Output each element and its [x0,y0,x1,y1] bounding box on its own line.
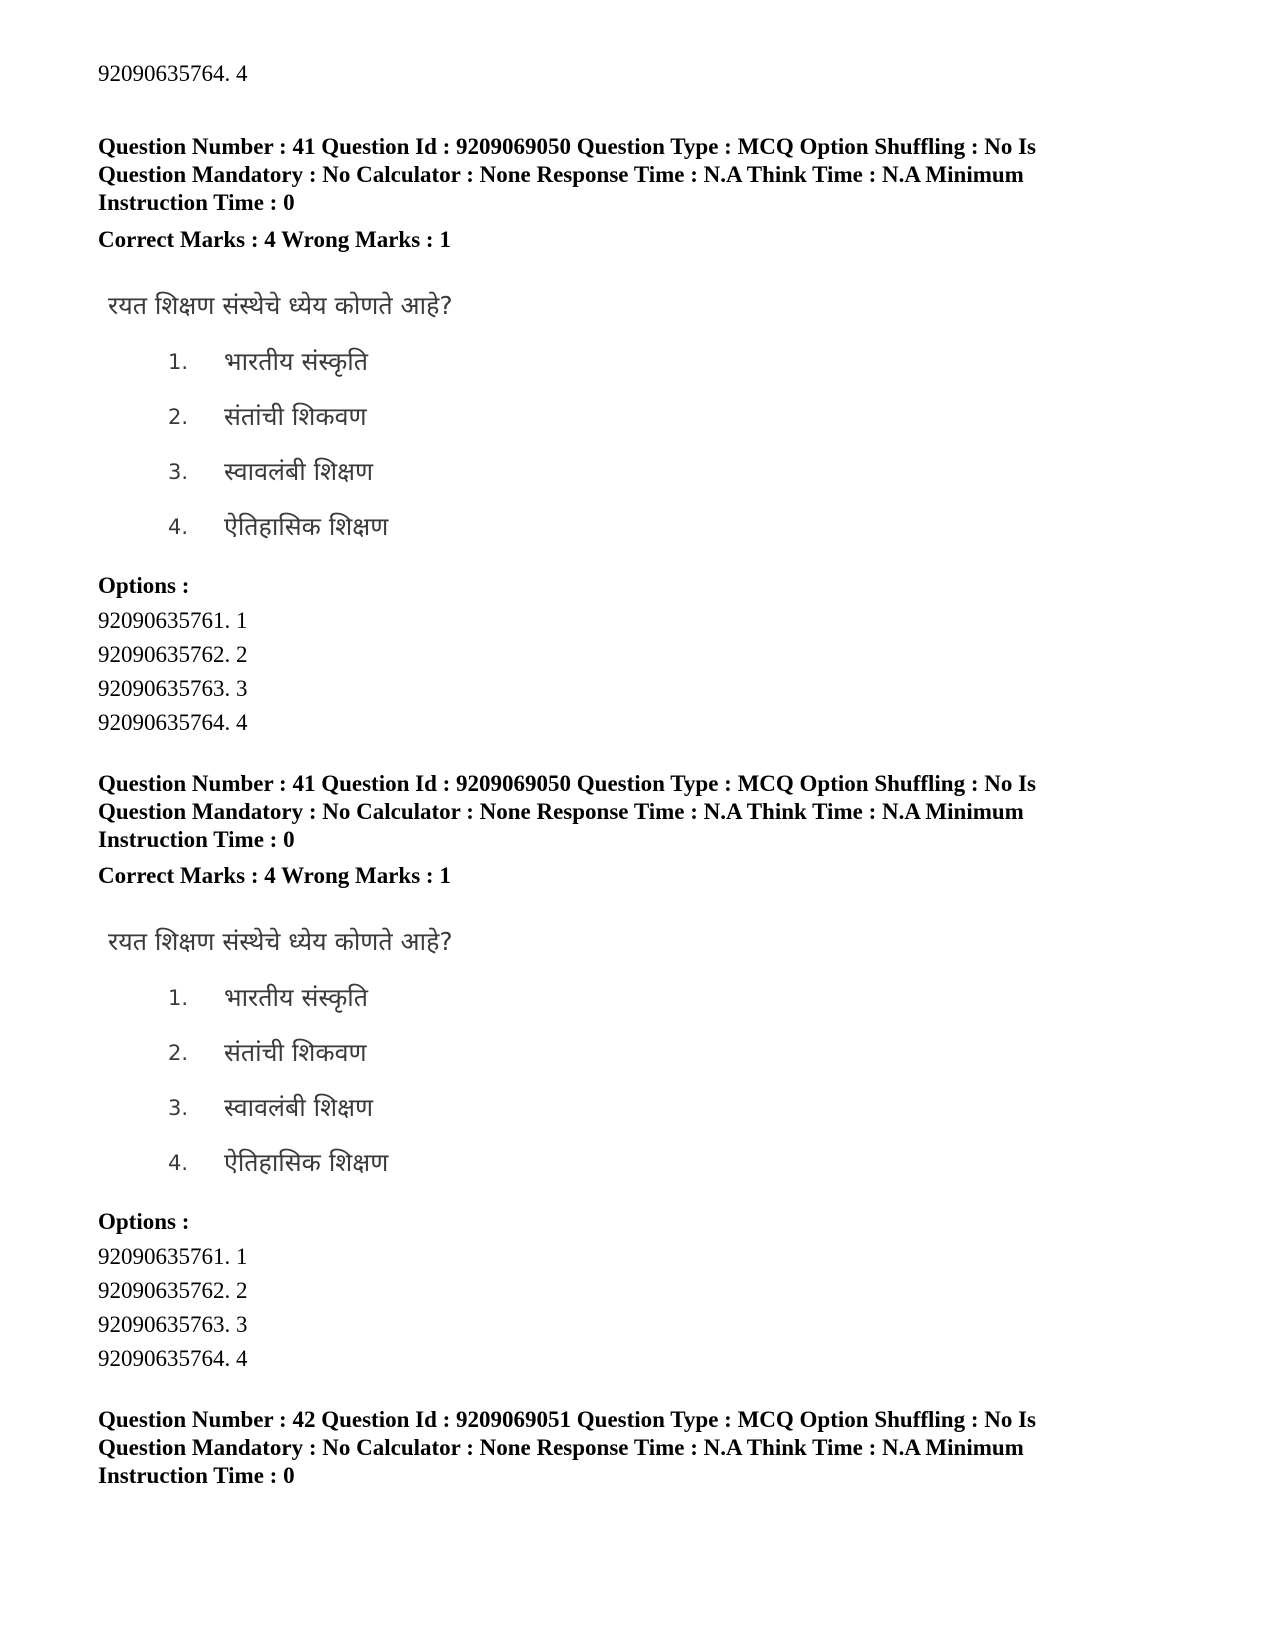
option-item: 92090635761. 1 [98,1244,248,1269]
question-header [98,133,1178,217]
choice-text: भारतीय संस्कृति [224,347,368,376]
choice-text: संतांची शिकवण [224,1038,367,1067]
choice-number: 1. [168,986,189,1010]
choice-number: 3. [168,460,189,484]
choice-text: ऐतिहासिक शिक्षण [224,1148,389,1177]
question-image [98,290,558,550]
question-header-line: Question Mandatory : No Calculator : None Response Time : N.A Think Time : N.A Minimum [98,1435,1024,1460]
option-item: 92090635764. 4 [98,1346,248,1371]
choice-text: संतांची शिकवण [224,402,367,431]
choice-text: भारतीय संस्कृति [224,983,368,1012]
options-list [98,1240,248,1376]
option-item: 92090635761. 1 [98,608,248,633]
choice-item [168,345,368,379]
options-list [98,604,248,740]
question-header-line: Question Number : 41 Question Id : 9209069050 Question Type : MCQ Option Shuffling : No Is [98,771,1037,796]
choice-number: 1. [168,350,189,374]
question-text: रयत शिक्षण संस्थेचे ध्येय कोणते आहे? [108,291,453,320]
option-item: 92090635762. 2 [98,1278,248,1303]
choice-item [168,1146,388,1180]
choice-item [168,1036,367,1070]
choice-text: स्वावलंबी शिक्षण [224,1093,374,1122]
choice-text: स्वावलंबी शिक्षण [224,457,374,486]
previous-option-line: 92090635764. 4 [98,61,248,86]
choice-item [168,1091,373,1125]
option-item: 92090635763. 3 [98,676,248,701]
choice-number: 2. [168,405,189,429]
choice-text: ऐतिहासिक शिक्षण [224,512,389,541]
option-item: 92090635762. 2 [98,642,248,667]
question-header-line: Instruction Time : 0 [98,1463,295,1488]
question-header-line: Question Mandatory : No Calculator : None Response Time : N.A Think Time : N.A Minimum [98,162,1024,187]
question-header-line: Instruction Time : 0 [98,190,295,215]
options-label: Options : [98,573,190,598]
choice-number: 4. [168,1151,189,1175]
choice-item [168,400,367,434]
question-header [98,770,1178,854]
choice-item [168,455,373,489]
marks-line: Correct Marks : 4 Wrong Marks : 1 [98,227,451,252]
options-label: Options : [98,1209,190,1234]
question-header [98,1406,1178,1490]
choice-item [168,981,368,1015]
question-header-line: Question Number : 41 Question Id : 9209069050 Question Type : MCQ Option Shuffling : No Is [98,134,1037,159]
choice-number: 4. [168,515,189,539]
choice-number: 2. [168,1041,189,1065]
choice-item [168,510,388,544]
question-header-line: Instruction Time : 0 [98,827,295,852]
question-header-line: Question Mandatory : No Calculator : None Response Time : N.A Think Time : N.A Minimum [98,799,1024,824]
choice-number: 3. [168,1096,189,1120]
option-item: 92090635764. 4 [98,710,248,735]
question-image [98,926,558,1186]
question-header-line: Question Number : 42 Question Id : 9209069051 Question Type : MCQ Option Shuffling : No Is [98,1407,1037,1432]
question-text: रयत शिक्षण संस्थेचे ध्येय कोणते आहे? [108,927,453,956]
marks-line: Correct Marks : 4 Wrong Marks : 1 [98,863,451,888]
option-item: 92090635763. 3 [98,1312,248,1337]
